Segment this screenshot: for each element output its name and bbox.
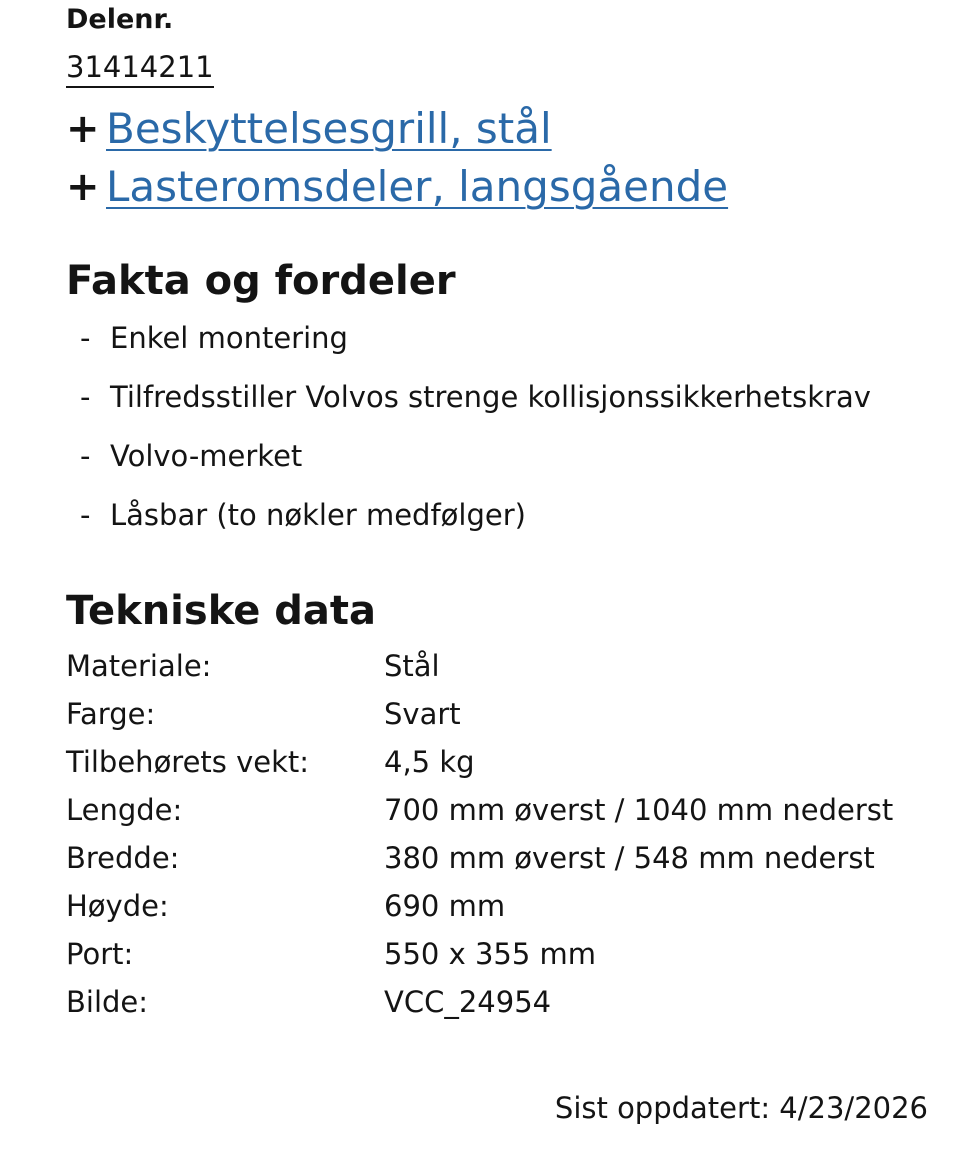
table-row xyxy=(66,930,924,978)
table-row xyxy=(66,786,924,834)
spec-value: 550 x 355 mm xyxy=(384,937,597,971)
plus-icon[interactable]: + xyxy=(66,164,100,210)
fact-text: Låsbar (to nøkler medfølger) xyxy=(110,498,526,532)
spec-value: 380 mm øverst / 548 mm nederst xyxy=(384,841,875,875)
table-row xyxy=(66,738,924,786)
list-item xyxy=(80,434,871,493)
facts-list xyxy=(80,316,871,552)
dash-bullet: - xyxy=(80,380,91,414)
spec-key: Tilbehørets vekt: xyxy=(66,745,310,779)
spec-value: Stål xyxy=(384,649,440,683)
dash-bullet: - xyxy=(80,321,91,355)
related-link-label[interactable]: Beskyttelsesgrill, stål xyxy=(106,104,552,153)
spec-key: Materiale: xyxy=(66,649,212,683)
spec-key: Port: xyxy=(66,937,134,971)
dash-bullet: - xyxy=(80,498,91,532)
related-link-0[interactable] xyxy=(66,100,728,158)
spec-value: VCC_24954 xyxy=(384,985,552,1019)
related-links xyxy=(66,100,728,216)
related-link-label[interactable]: Lasteromsdeler, langsgående xyxy=(106,162,729,211)
spec-key: Farge: xyxy=(66,697,156,731)
last-updated-text: Sist oppdatert: 4/23/2026 xyxy=(554,1091,928,1125)
table-row xyxy=(66,642,924,690)
table-row xyxy=(66,882,924,930)
spec-value: 4,5 kg xyxy=(384,745,475,779)
plus-icon[interactable]: + xyxy=(66,106,100,152)
spec-key: Bredde: xyxy=(66,841,180,875)
table-row xyxy=(66,690,924,738)
list-item xyxy=(80,316,871,375)
dash-bullet: - xyxy=(80,439,91,473)
spec-value: 690 mm xyxy=(384,889,506,923)
spec-key: Høyde: xyxy=(66,889,169,923)
fact-text: Enkel montering xyxy=(110,321,348,355)
spec-key: Lengde: xyxy=(66,793,183,827)
spec-value: 700 mm øverst / 1040 mm nederst xyxy=(384,793,894,827)
tech-heading: Tekniske data xyxy=(66,588,377,634)
spec-value: Svart xyxy=(384,697,461,731)
table-row xyxy=(66,834,924,882)
facts-heading: Fakta og fordeler xyxy=(66,258,456,304)
table-row xyxy=(66,978,924,1026)
part-number-value[interactable]: 31414211 xyxy=(66,48,214,88)
tech-spec-table xyxy=(66,642,924,1026)
list-item xyxy=(80,375,871,434)
fact-text: Tilfredsstiller Volvos strenge kollisjonssikkerhetskrav xyxy=(110,380,871,414)
list-item xyxy=(80,493,871,552)
fact-text: Volvo-merket xyxy=(110,439,303,473)
part-number-label: Delenr. xyxy=(66,4,174,35)
spec-key: Bilde: xyxy=(66,985,149,1019)
related-link-1[interactable] xyxy=(66,158,728,216)
